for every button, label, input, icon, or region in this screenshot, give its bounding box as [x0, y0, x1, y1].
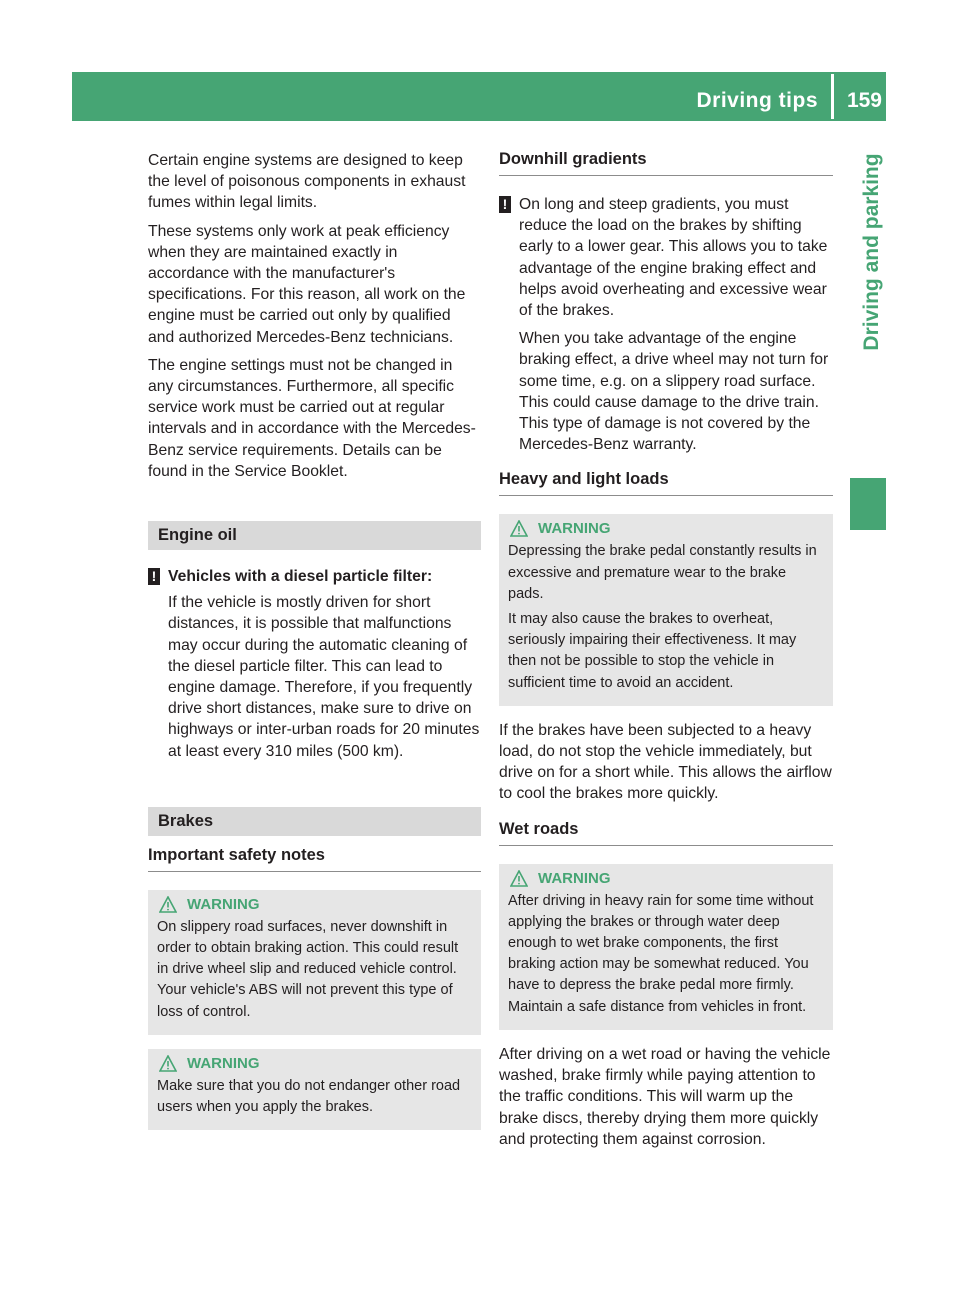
exclamation-icon: ! [499, 196, 511, 213]
intro-paragraph: The engine settings must not be changed in any circumstances. Furthermore, all specific service work must be carried out at regular intervals and in accordance with the Mercedes-Benz service requirements. Details can be found in the Service Booklet. [148, 356, 476, 480]
header-bar [72, 72, 886, 121]
page-number: 159 [846, 89, 882, 112]
warning-box [499, 864, 833, 1030]
running-header-title: Driving tips [696, 89, 818, 112]
section-tab-label: Driving and parking [860, 153, 883, 351]
note-text: On long and steep gradients, you must reduce the load on the brakes by shifting early to a lower gear. This allows you to take advantage of the engine braking effect and helps avoid overheating and excessive wear of the brakes. [519, 196, 828, 320]
note-title: Vehicles with a diesel particle filter: [168, 568, 433, 586]
warning-box [148, 1049, 481, 1130]
subsection-heading: Wet roads [499, 820, 833, 846]
exclamation-icon: ! [148, 568, 160, 585]
subsection-heading: Heavy and light loads [499, 470, 833, 496]
note-text: If the vehicle is mostly driven for short distances, it is possible that malfunctions may occur during the automatic cleaning of the diesel particle filter. This can lead to engine damage. Therefore, if you frequently drive short distances, make sure to drive on highways or inter-urban roads for 20 minutes at least every 310 miles (500 km). [168, 594, 480, 760]
subsection-heading: Important safety notes [148, 846, 481, 872]
body-paragraph: After driving on a wet road or having the vehicle washed, brake firmly while paying attention to the traffic conditions. This will warm up the brake discs, thereby drying them more quickly and protecting them against corrosion. [499, 1045, 831, 1148]
warning-box [499, 514, 833, 705]
warning-triangle-icon [510, 520, 528, 537]
diesel-filter-note [148, 566, 481, 762]
warning-title: WARNING [187, 1054, 260, 1072]
section-band-engine-oil: Engine oil [148, 521, 481, 550]
warning-title: WARNING [538, 520, 611, 538]
warning-text: After driving in heavy rain for some time without applying the brakes or through water deep enough to wet brake components, the first braking action may be somewhat reduced. You have to depress the brake pedal more firmly. Maintain a safe distance from vehicles in front. [508, 892, 814, 1015]
warning-text: Make sure that you do not endanger other road users when you apply the brakes. [157, 1077, 461, 1116]
warning-triangle-icon [159, 896, 177, 913]
downhill-note [499, 194, 833, 455]
note-text: When you take advantage of the engine braking effect, a drive wheel may not turn for some time, e.g. on a slippery road surface. This could cause damage to the drive train. This type of damage is not covered by the Mercedes-Benz warranty. [519, 330, 829, 454]
left-column [148, 150, 481, 1144]
section-tab-marker [850, 478, 886, 530]
warning-text: Depressing the brake pedal constantly results in excessive and premature wear to the brake pads. [508, 543, 817, 602]
intro-paragraph: Certain engine systems are designed to keep the level of poisonous components in exhaust fumes within legal limits. [148, 152, 466, 212]
warning-box [148, 890, 481, 1035]
header-divider [831, 74, 834, 119]
warning-title: WARNING [538, 869, 611, 887]
warning-text: On slippery road surfaces, never downshift in order to obtain braking action. This could result in drive wheel slip and reduced vehicle control. Your vehicle's ABS will not prevent this type of loss of control. [157, 918, 459, 1020]
warning-text: It may also cause the brakes to overheat, seriously impairing their effectiveness. It may then not be possible to stop the vehicle in sufficient time to avoid an accident. [508, 611, 797, 691]
warning-title: WARNING [187, 895, 260, 913]
warning-triangle-icon [159, 1055, 177, 1072]
section-band-brakes: Brakes [148, 807, 481, 836]
intro-paragraph: These systems only work at peak efficiency when they are maintained exactly in accordance with the manufacturer's specifications. For this reason, all work on the engine must be carried out only by qualified and authorized Mercedes-Benz technicians. [148, 222, 466, 346]
subsection-heading: Downhill gradients [499, 150, 833, 176]
warning-triangle-icon [510, 870, 528, 887]
right-column [499, 150, 833, 1157]
body-paragraph: If the brakes have been subjected to a heavy load, do not stop the vehicle immediately, but drive on for a short while. This allows the airflow to cool the brakes more quickly. [499, 721, 832, 803]
